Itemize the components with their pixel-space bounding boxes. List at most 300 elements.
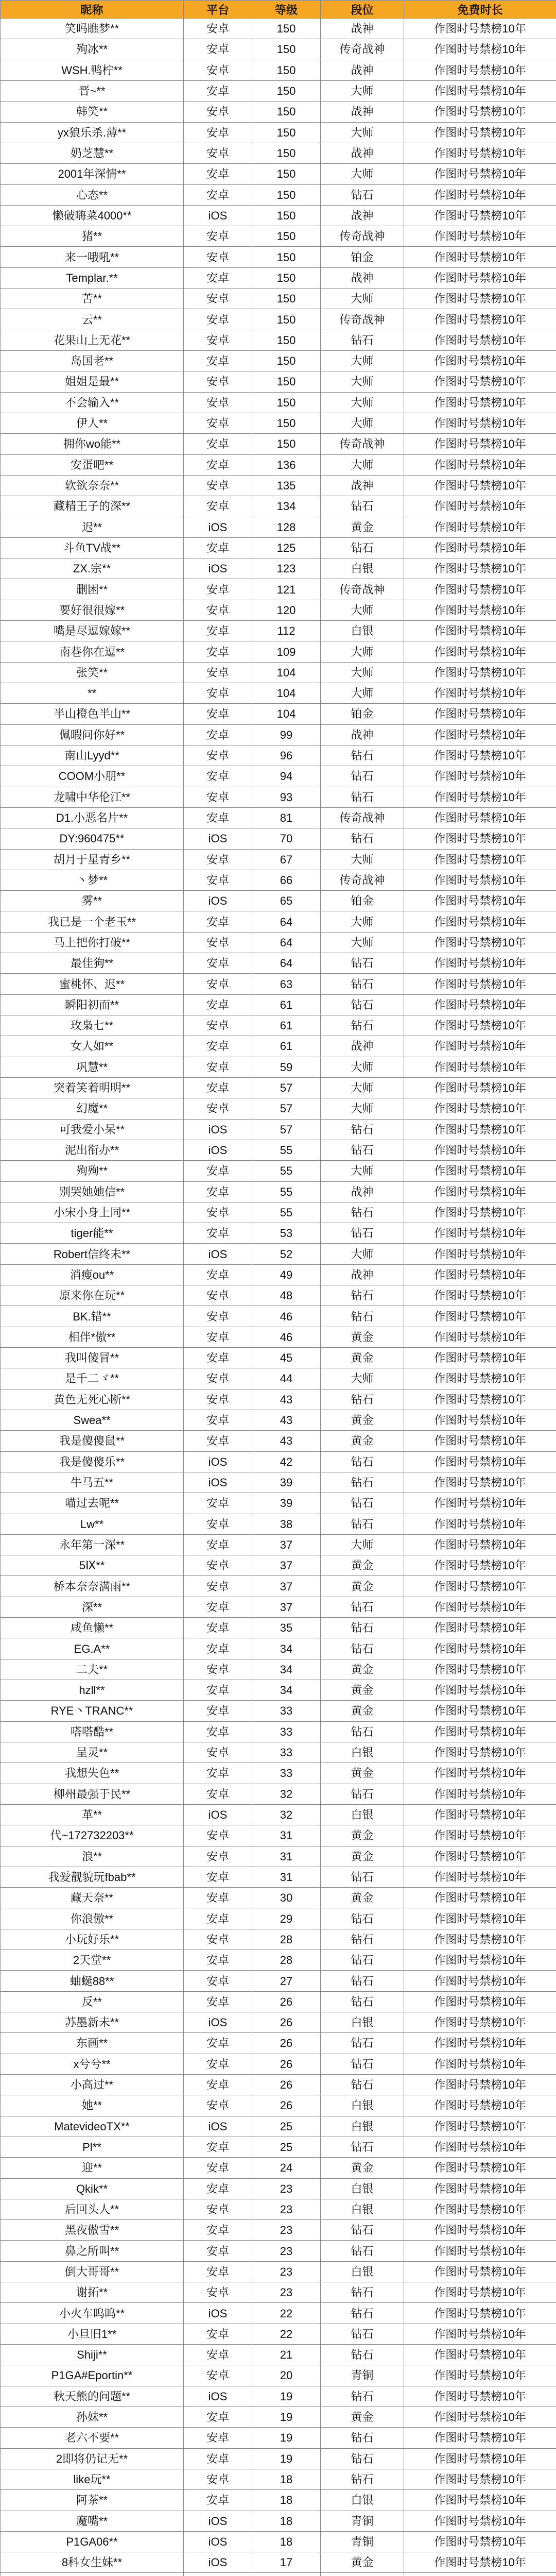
cell-platform: 安卓 bbox=[184, 60, 252, 80]
cell-free-duration: 作图时号禁榜10年 bbox=[404, 80, 556, 101]
cell-nickname: 佩暇问你好** bbox=[1, 724, 184, 745]
cell-level: 43 bbox=[252, 1410, 321, 1430]
table-row bbox=[1, 662, 556, 683]
cell-level: 39 bbox=[252, 1472, 321, 1493]
cell-free-duration: 作图时号禁榜10年 bbox=[404, 1264, 556, 1285]
cell-free-duration: 作图时号禁榜10年 bbox=[404, 371, 556, 392]
cell-nickname: WSH.鸭柠** bbox=[1, 60, 184, 80]
cell-level: 150 bbox=[252, 60, 321, 80]
cell-platform: 安卓 bbox=[184, 1742, 252, 1762]
cell-level: 104 bbox=[252, 683, 321, 704]
cell-rank: 黄金 bbox=[321, 1410, 404, 1430]
cell-platform: 安卓 bbox=[184, 787, 252, 807]
cell-level: 61 bbox=[252, 1015, 321, 1036]
cell-rank: 黄金 bbox=[321, 2406, 404, 2427]
table-row bbox=[1, 2552, 556, 2573]
table-row bbox=[1, 309, 556, 330]
cell-rank: 大师 bbox=[321, 351, 404, 371]
cell-nickname: 2即将仍记无** bbox=[1, 2448, 184, 2469]
cell-level: 99 bbox=[252, 724, 321, 745]
cell-free-duration: 作图时号禁榜10年 bbox=[404, 828, 556, 849]
table-row bbox=[1, 1908, 556, 1929]
cell-platform: 安卓 bbox=[184, 870, 252, 890]
cell-nickname: 迟** bbox=[1, 517, 184, 537]
table-row bbox=[1, 1742, 556, 1762]
cell-free-duration: 作图时号禁榜10年 bbox=[404, 1888, 556, 1908]
cell-rank: 大师 bbox=[321, 392, 404, 413]
cell-rank: 大师 bbox=[321, 1368, 404, 1389]
cell-nickname: 泥出衔办** bbox=[1, 1140, 184, 1160]
cell-nickname: 我已是一个老玉** bbox=[1, 911, 184, 932]
cell-free-duration: 作图时号禁榜10年 bbox=[404, 1534, 556, 1555]
cell-free-duration: 作图时号禁榜10年 bbox=[404, 1784, 556, 1804]
cell-rank: 大师 bbox=[321, 662, 404, 683]
cell-rank: 钻石 bbox=[321, 1514, 404, 1534]
table-row bbox=[1, 2531, 556, 2552]
cell-platform: 安卓 bbox=[184, 1576, 252, 1597]
cell-nickname: 魔嘴** bbox=[1, 2511, 184, 2531]
cell-level: 150 bbox=[252, 289, 321, 309]
cell-level: 30 bbox=[252, 1888, 321, 1908]
cell-rank: 白银 bbox=[321, 2261, 404, 2282]
cell-nickname: 伊人** bbox=[1, 413, 184, 433]
cell-rank: 大师 bbox=[321, 1057, 404, 1077]
cell-rank: 铂金 bbox=[321, 704, 404, 724]
cell-rank: 钻石 bbox=[321, 2428, 404, 2448]
cell-platform: 安卓 bbox=[184, 662, 252, 683]
table-row bbox=[1, 1534, 556, 1555]
table-row bbox=[1, 1680, 556, 1701]
cell-free-duration: 作图时号禁榜10年 bbox=[404, 1472, 556, 1493]
cell-nickname: 安蛋吧** bbox=[1, 454, 184, 475]
cell-free-duration: 作图时号禁榜10年 bbox=[404, 1327, 556, 1347]
cell-rank: 钻石 bbox=[321, 1285, 404, 1306]
cell-platform: 安卓 bbox=[184, 1867, 252, 1887]
cell-rank: 黄金 bbox=[321, 2158, 404, 2178]
cell-platform: 安卓 bbox=[184, 994, 252, 1015]
cell-rank: 钻石 bbox=[321, 2345, 404, 2365]
cell-nickname: like玩** bbox=[1, 2469, 184, 2489]
cell-platform: iOS bbox=[184, 2012, 252, 2033]
cell-nickname: 呈灵** bbox=[1, 1742, 184, 1762]
cell-platform: 安卓 bbox=[184, 2158, 252, 2178]
cell-nickname: 后回头人** bbox=[1, 2199, 184, 2219]
cell-nickname: yx狼乐杀.薄** bbox=[1, 122, 184, 143]
table-row bbox=[1, 1015, 556, 1036]
table-row bbox=[1, 289, 556, 309]
cell-free-duration: 作图时号禁榜10年 bbox=[404, 143, 556, 163]
cell-level: 18 bbox=[252, 2531, 321, 2552]
cell-free-duration: 作图时号禁榜10年 bbox=[404, 1929, 556, 1950]
cell-nickname: 蜜桃怀、迟** bbox=[1, 974, 184, 994]
table-row bbox=[1, 1991, 556, 2012]
cell-level bbox=[252, 2573, 321, 2576]
cell-platform: 安卓 bbox=[184, 1431, 252, 1451]
cell-platform: 安卓 bbox=[184, 1846, 252, 1867]
table-row bbox=[1, 2469, 556, 2489]
table-row bbox=[1, 2054, 556, 2074]
cell-free-duration: 作图时号禁榜10年 bbox=[404, 101, 556, 122]
cell-nickname: 韩笑** bbox=[1, 101, 184, 122]
cell-free-duration: 作图时号禁榜10年 bbox=[404, 517, 556, 537]
table-row bbox=[1, 704, 556, 724]
cell-platform: 安卓 bbox=[184, 953, 252, 974]
table-row bbox=[1, 953, 556, 974]
table-row bbox=[1, 1721, 556, 1742]
cell-nickname: 我爱靓貌玩fbab** bbox=[1, 1867, 184, 1887]
cell-platform: 安卓 bbox=[184, 80, 252, 101]
cell-level: 64 bbox=[252, 953, 321, 974]
cell-rank: 钻石 bbox=[321, 1015, 404, 1036]
cell-platform: 安卓 bbox=[184, 704, 252, 724]
table-row bbox=[1, 496, 556, 517]
cell-free-duration: 作图时号禁榜10年 bbox=[404, 1119, 556, 1140]
table-row bbox=[1, 1701, 556, 1721]
cell-free-duration: 作图时号禁榜10年 bbox=[404, 558, 556, 579]
table-row bbox=[1, 2365, 556, 2386]
cell-platform: 安卓 bbox=[184, 122, 252, 143]
cell-rank: 钻石 bbox=[321, 1991, 404, 2012]
table-row bbox=[1, 1077, 556, 1098]
cell-rank: 战神 bbox=[321, 205, 404, 226]
table-row bbox=[1, 1784, 556, 1804]
cell-level: 125 bbox=[252, 537, 321, 558]
cell-rank: 战神 bbox=[321, 19, 404, 39]
cell-level: 32 bbox=[252, 1804, 321, 1825]
cell-free-duration: 作图时号禁榜10年 bbox=[404, 849, 556, 870]
cell-free-duration: 作图时号禁榜10年 bbox=[404, 1867, 556, 1887]
cell-free-duration: 作图时号禁榜10年 bbox=[404, 496, 556, 517]
cell-rank: 钻石 bbox=[321, 1202, 404, 1223]
cell-level: 150 bbox=[252, 434, 321, 454]
cell-free-duration: 作图时号禁榜10年 bbox=[404, 1223, 556, 1244]
cell-platform: 安卓 bbox=[184, 226, 252, 247]
cell-rank: 黄金 bbox=[321, 1701, 404, 1721]
cell-free-duration: 作图时号禁榜10年 bbox=[404, 475, 556, 496]
cell-free-duration: 作图时号禁榜10年 bbox=[404, 2158, 556, 2178]
table-row bbox=[1, 434, 556, 454]
cell-platform: 安卓 bbox=[184, 849, 252, 870]
table-row bbox=[1, 143, 556, 163]
cell-level: 48 bbox=[252, 1285, 321, 1306]
cell-platform: 安卓 bbox=[184, 1036, 252, 1057]
cell-nickname: 幻魔** bbox=[1, 1098, 184, 1119]
cell-rank: 战神 bbox=[321, 475, 404, 496]
cell-platform: 安卓 bbox=[184, 267, 252, 288]
cell-rank: 黄金 bbox=[321, 1431, 404, 1451]
table-row bbox=[1, 2158, 556, 2178]
table-row bbox=[1, 745, 556, 766]
cell-level: 61 bbox=[252, 994, 321, 1015]
cell-free-duration: 作图时号禁榜10年 bbox=[404, 1701, 556, 1721]
cell-level: 34 bbox=[252, 1638, 321, 1659]
cell-platform: 安卓 bbox=[184, 1950, 252, 1971]
cell-platform: iOS bbox=[184, 2531, 252, 2552]
cell-rank: 钻石 bbox=[321, 2469, 404, 2489]
cell-rank: 大师 bbox=[321, 1161, 404, 1181]
cell-nickname: 我是傻傻鼠** bbox=[1, 1431, 184, 1451]
table-row bbox=[1, 911, 556, 932]
cell-nickname: 孙妹** bbox=[1, 2406, 184, 2427]
cell-free-duration: 作图时号禁榜10年 bbox=[404, 2531, 556, 2552]
cell-level: 52 bbox=[252, 1244, 321, 1264]
table-row bbox=[1, 1971, 556, 1991]
cell-rank: 大师 bbox=[321, 600, 404, 620]
cell-nickname: 半山橙色半山** bbox=[1, 704, 184, 724]
cell-level: 104 bbox=[252, 662, 321, 683]
cell-rank: 钻石 bbox=[321, 1618, 404, 1638]
cell-free-duration: 作图时号禁榜10年 bbox=[404, 1098, 556, 1119]
cell-level: 26 bbox=[252, 1991, 321, 2012]
cell-free-duration: 作图时号禁榜10年 bbox=[404, 2137, 556, 2157]
cell-platform: 安卓 bbox=[184, 413, 252, 433]
cell-free-duration: 作图时号禁榜10年 bbox=[404, 1410, 556, 1430]
table-row bbox=[1, 413, 556, 433]
cell-platform: 安卓 bbox=[184, 2033, 252, 2054]
cell-nickname: 谢拓** bbox=[1, 2282, 184, 2303]
cell-free-duration: 作图时号禁榜10年 bbox=[404, 309, 556, 330]
cell-platform: 安卓 bbox=[184, 1057, 252, 1077]
cell-rank: 大师 bbox=[321, 80, 404, 101]
cell-nickname: Shiji** bbox=[1, 2345, 184, 2365]
table-row bbox=[1, 2428, 556, 2448]
cell-free-duration: 作图时号禁榜10年 bbox=[404, 205, 556, 226]
cell-free-duration: 作图时号禁榜10年 bbox=[404, 1431, 556, 1451]
cell-level: 55 bbox=[252, 1140, 321, 1160]
cell-nickname: P1GA06** bbox=[1, 2531, 184, 2552]
cell-rank: 黄金 bbox=[321, 1327, 404, 1347]
table-row bbox=[1, 2345, 556, 2365]
table-row bbox=[1, 932, 556, 953]
cell-nickname: 倒大哥哥** bbox=[1, 2261, 184, 2282]
cell-free-duration: 作图时号禁榜10年 bbox=[404, 1638, 556, 1659]
table-row bbox=[1, 1929, 556, 1950]
cell-nickname: 张笑** bbox=[1, 662, 184, 683]
cell-level: 61 bbox=[252, 1036, 321, 1057]
table-row bbox=[1, 621, 556, 641]
cell-level: 35 bbox=[252, 1618, 321, 1638]
cell-rank bbox=[321, 2573, 404, 2576]
cell-level: 26 bbox=[252, 2012, 321, 2033]
cell-platform: iOS bbox=[184, 2386, 252, 2406]
cell-level: 26 bbox=[252, 2054, 321, 2074]
header-free-duration: 免费时长 bbox=[404, 1, 556, 19]
cell-free-duration: 作图时号禁榜10年 bbox=[404, 2116, 556, 2137]
cell-rank: 钻石 bbox=[321, 2324, 404, 2344]
table-row bbox=[1, 2033, 556, 2054]
cell-rank: 白银 bbox=[321, 558, 404, 579]
table-row bbox=[1, 1306, 556, 1327]
cell-free-duration: 作图时号禁榜10年 bbox=[404, 1991, 556, 2012]
table-row bbox=[1, 60, 556, 80]
cell-platform: 安卓 bbox=[184, 1659, 252, 1680]
cell-nickname: 代~172732203** bbox=[1, 1825, 184, 1846]
table-row bbox=[1, 870, 556, 890]
table-row bbox=[1, 1181, 556, 1202]
cell-nickname: 二夫** bbox=[1, 1659, 184, 1680]
cell-level: 26 bbox=[252, 2074, 321, 2095]
cell-level: 55 bbox=[252, 1181, 321, 1202]
cell-platform: 安卓 bbox=[184, 1493, 252, 1514]
cell-nickname: 她** bbox=[1, 2095, 184, 2116]
table-row bbox=[1, 1618, 556, 1638]
cell-free-duration: 作图时号禁榜10年 bbox=[404, 2428, 556, 2448]
cell-nickname: 消瘦ou** bbox=[1, 1264, 184, 1285]
cell-nickname: 小高过** bbox=[1, 2074, 184, 2095]
table-row bbox=[1, 517, 556, 537]
cell-level: 134 bbox=[252, 496, 321, 517]
cell-nickname: 迎** bbox=[1, 2158, 184, 2178]
table-row bbox=[1, 330, 556, 350]
cell-platform: 安卓 bbox=[184, 1784, 252, 1804]
table-row bbox=[1, 1763, 556, 1784]
cell-level: 128 bbox=[252, 517, 321, 537]
cell-free-duration: 作图时号禁榜10年 bbox=[404, 807, 556, 828]
cell-level: 26 bbox=[252, 2095, 321, 2116]
cell-nickname: 南巷你在逗** bbox=[1, 641, 184, 662]
table-row bbox=[1, 371, 556, 392]
cell-level: 19 bbox=[252, 2428, 321, 2448]
cell-nickname: 永年第一深** bbox=[1, 1534, 184, 1555]
table-row bbox=[1, 39, 556, 60]
cell-nickname: DY:960475** bbox=[1, 828, 184, 849]
cell-rank: 黄金 bbox=[321, 1680, 404, 1701]
table-row bbox=[1, 787, 556, 807]
cell-nickname: 殉殉** bbox=[1, 1161, 184, 1181]
cell-platform: 安卓 bbox=[184, 1264, 252, 1285]
cell-free-duration: 作图时号禁榜10年 bbox=[404, 2490, 556, 2511]
cell-level: 57 bbox=[252, 1077, 321, 1098]
cell-platform: iOS bbox=[184, 828, 252, 849]
cell-platform: 安卓 bbox=[184, 537, 252, 558]
cell-rank: 钻石 bbox=[321, 2448, 404, 2469]
cell-level: 18 bbox=[252, 2511, 321, 2531]
cell-level: 18 bbox=[252, 2469, 321, 2489]
cell-free-duration: 作图时号禁榜10年 bbox=[404, 19, 556, 39]
cell-rank: 钻石 bbox=[321, 1493, 404, 1514]
cell-free-duration: 作图时号禁榜10年 bbox=[404, 2324, 556, 2344]
cell-free-duration: 作图时号禁榜10年 bbox=[404, 1721, 556, 1742]
cell-platform: 安卓 bbox=[184, 1202, 252, 1223]
table-row bbox=[1, 101, 556, 122]
cell-level: 17 bbox=[252, 2552, 321, 2573]
cell-free-duration: 作图时号禁榜10年 bbox=[404, 413, 556, 433]
cell-rank: 黄金 bbox=[321, 1763, 404, 1784]
table-row bbox=[1, 1202, 556, 1223]
cell-free-duration: 作图时号禁榜10年 bbox=[404, 1618, 556, 1638]
cell-rank: 钻石 bbox=[321, 2054, 404, 2074]
cell-platform: iOS bbox=[184, 1804, 252, 1825]
cell-free-duration: 作图时号禁榜10年 bbox=[404, 247, 556, 267]
cell-nickname: 小宋小身上同** bbox=[1, 1202, 184, 1223]
cell-free-duration: 作图时号禁榜10年 bbox=[404, 289, 556, 309]
table-row bbox=[1, 1555, 556, 1576]
cell-free-duration: 作图时号禁榜10年 bbox=[404, 2469, 556, 2489]
cell-rank: 黄金 bbox=[321, 1348, 404, 1368]
cell-level: 81 bbox=[252, 807, 321, 828]
cell-nickname: ZX.宗** bbox=[1, 558, 184, 579]
cell-level: 24 bbox=[252, 2158, 321, 2178]
cell-level: 20 bbox=[252, 2365, 321, 2386]
cell-platform: 安卓 bbox=[184, 434, 252, 454]
cell-level: 123 bbox=[252, 558, 321, 579]
table-row bbox=[1, 974, 556, 994]
cell-platform: 安卓 bbox=[184, 1680, 252, 1701]
cell-level: 109 bbox=[252, 641, 321, 662]
cell-free-duration: 作图时号禁榜10年 bbox=[404, 1140, 556, 1160]
cell-free-duration: 作图时号禁榜10年 bbox=[404, 911, 556, 932]
cell-level: 135 bbox=[252, 475, 321, 496]
cell-nickname: Robert信终未** bbox=[1, 1244, 184, 1264]
cell-nickname: 鼻之所叫** bbox=[1, 2241, 184, 2261]
cell-free-duration: 作图时号禁榜10年 bbox=[404, 2054, 556, 2074]
table-row bbox=[1, 1472, 556, 1493]
cell-platform: 安卓 bbox=[184, 1638, 252, 1659]
cell-level: 26 bbox=[252, 2033, 321, 2054]
cell-level: 67 bbox=[252, 849, 321, 870]
cell-rank: 铂金 bbox=[321, 891, 404, 911]
cell-free-duration: 作图时号禁榜10年 bbox=[404, 2074, 556, 2095]
cell-free-duration: 作图时号禁榜10年 bbox=[404, 226, 556, 247]
cell-rank: 传奇战神 bbox=[321, 309, 404, 330]
cell-level: 42 bbox=[252, 1451, 321, 1472]
table-row bbox=[1, 1493, 556, 1514]
cell-platform: 安卓 bbox=[184, 184, 252, 205]
cell-rank: 大师 bbox=[321, 911, 404, 932]
cell-platform: 安卓 bbox=[184, 1368, 252, 1389]
table-row bbox=[1, 1888, 556, 1908]
cell-platform: 安卓 bbox=[184, 2324, 252, 2344]
cell-nickname: 原来你在玩** bbox=[1, 1285, 184, 1306]
cell-platform: 安卓 bbox=[184, 1763, 252, 1784]
cell-platform: 安卓 bbox=[184, 1991, 252, 2012]
cell-platform: 安卓 bbox=[184, 39, 252, 60]
cell-rank: 钻石 bbox=[321, 766, 404, 787]
cell-platform: 安卓 bbox=[184, 600, 252, 620]
cell-level: 150 bbox=[252, 184, 321, 205]
table-row bbox=[1, 1161, 556, 1181]
cell-rank: 大师 bbox=[321, 849, 404, 870]
cell-free-duration: 作图时号禁榜10年 bbox=[404, 1244, 556, 1264]
cell-free-duration: 作图时号禁榜10年 bbox=[404, 766, 556, 787]
cell-platform: 安卓 bbox=[184, 1908, 252, 1929]
cell-nickname: COOM小朋** bbox=[1, 766, 184, 787]
cell-free-duration: 作图时号禁榜10年 bbox=[404, 2033, 556, 2054]
cell-rank: 钻石 bbox=[321, 2241, 404, 2261]
table-row bbox=[1, 849, 556, 870]
cell-nickname: 雾** bbox=[1, 891, 184, 911]
cell-level: 31 bbox=[252, 1825, 321, 1846]
table-row bbox=[1, 1264, 556, 1285]
cell-rank: 黄金 bbox=[321, 1576, 404, 1597]
table-body bbox=[1, 19, 556, 2576]
cell-nickname: 苦** bbox=[1, 289, 184, 309]
cell-nickname: EG.A** bbox=[1, 1638, 184, 1659]
cell-nickname: 斗鱼TV战** bbox=[1, 537, 184, 558]
header-level: 等级 bbox=[252, 1, 321, 19]
table-row bbox=[1, 2573, 556, 2576]
cell-platform: 安卓 bbox=[184, 1161, 252, 1181]
cell-free-duration: 作图时号禁榜10年 bbox=[404, 454, 556, 475]
header-nickname: 昵称 bbox=[1, 1, 184, 19]
cell-nickname: 巩慧** bbox=[1, 1057, 184, 1077]
table-row bbox=[1, 1244, 556, 1264]
cell-platform: iOS bbox=[184, 1140, 252, 1160]
table-row bbox=[1, 1431, 556, 1451]
cell-rank: 白银 bbox=[321, 2178, 404, 2199]
table-row bbox=[1, 1119, 556, 1140]
cell-level: 64 bbox=[252, 932, 321, 953]
